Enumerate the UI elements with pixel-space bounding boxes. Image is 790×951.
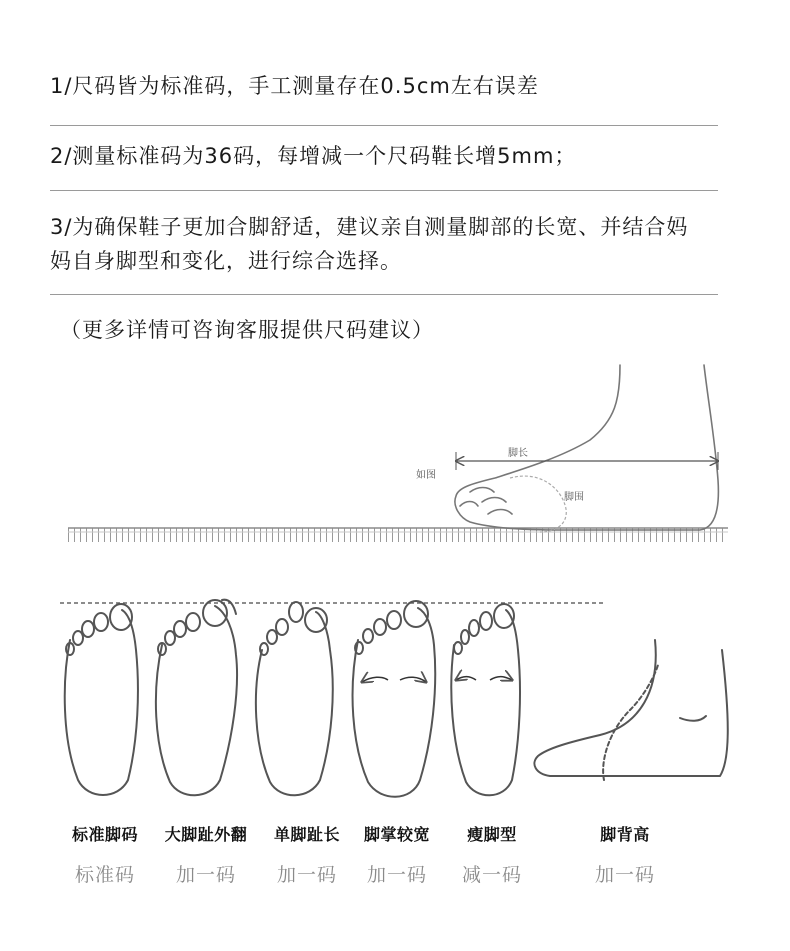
size-advice: 标准码 xyxy=(74,864,135,886)
as-shown-label: 如图 xyxy=(416,470,436,481)
note-3: 3/为确保鞋子更加合脚舒适，建议亲自测量脚部的长宽、并结合妈妈自身脚型和变化，进行综合选择。 xyxy=(50,215,689,273)
wide-foot-illustration xyxy=(353,601,436,797)
high-instep-foot-illustration xyxy=(534,640,727,780)
size-advice: 加一码 xyxy=(175,864,236,886)
bunion-foot-illustration xyxy=(156,600,237,796)
note-2: 2/测量标准码为36码，每增减一个尺码鞋长增5mm； xyxy=(50,144,577,168)
size-advice: 加一码 xyxy=(276,864,337,886)
foot-type-name: 脚掌较宽 xyxy=(363,825,430,844)
note-1: 1/尺码皆为标准码，手工测量存在0.5cm左右误差 xyxy=(50,74,539,98)
foot-type-name: 瘦脚型 xyxy=(467,825,517,844)
foot-type-name: 大脚趾外翻 xyxy=(164,825,248,844)
foot-length-label: 脚长 xyxy=(508,448,528,459)
size-advice: 加一码 xyxy=(594,864,655,886)
standard-foot-illustration xyxy=(65,604,138,795)
long-toe-foot-illustration xyxy=(256,602,333,795)
size-advice: 加一码 xyxy=(366,864,427,886)
side-foot-illustration xyxy=(455,365,718,530)
foot-type-name: 单脚趾长 xyxy=(273,825,340,844)
foot-type-name: 脚背高 xyxy=(600,825,650,844)
slim-foot-illustration xyxy=(451,604,520,795)
foot-girth-label: 脚围 xyxy=(564,492,584,503)
foot-length-arrow xyxy=(456,452,718,470)
size-advice: 减一码 xyxy=(461,864,522,886)
foot-girth-curve xyxy=(510,476,566,532)
consult-footnote: （更多详情可咨询客服提供尺码建议） xyxy=(60,318,434,342)
foot-type-name: 标准脚码 xyxy=(71,825,138,844)
width-arrows xyxy=(362,677,512,682)
